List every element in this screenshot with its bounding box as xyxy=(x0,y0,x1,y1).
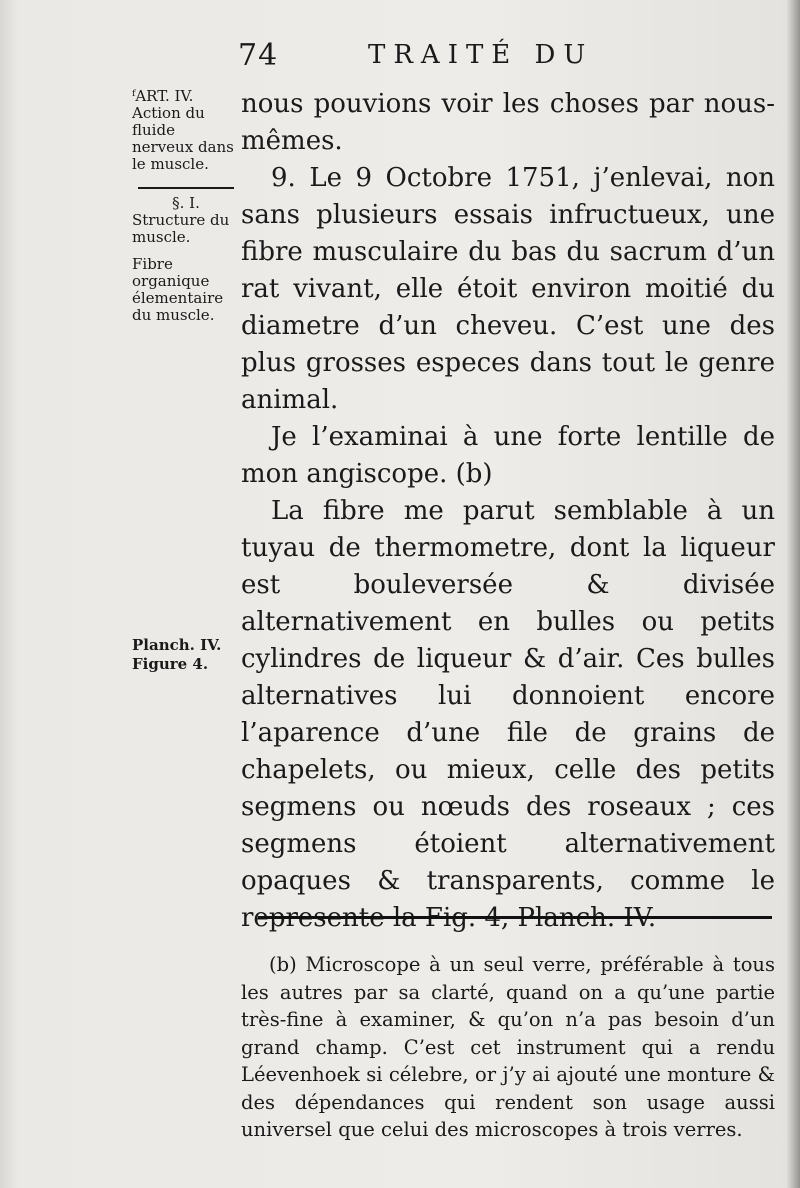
page-edge-shadow xyxy=(786,0,800,1188)
paragraph-1: nous pouvions voir les choses par nous-mêmes. xyxy=(241,89,775,156)
page-number: 74 xyxy=(238,38,279,73)
margin-note-section: §. I. xyxy=(172,194,200,212)
margin-note-fibre: Fibre organique élementaire du muscle. xyxy=(132,255,224,324)
margin-notes xyxy=(132,88,240,334)
margin-note-divider xyxy=(138,187,234,189)
page-header xyxy=(238,38,758,78)
margin-note-art-topic: Action du fluide nerveux dans le muscle. xyxy=(132,104,234,173)
margin-note-planch: Planch. IV. xyxy=(132,636,222,654)
paragraph-2: 9. Le 9 Octobre 1751, j’enlevai, non sans plusieurs essais infructueux, une fibre musculaire du bas du sacrum d’un rat vivant, elle étoit environ moitié du diametre d’un cheveu. C’est une des plus grosses especes dans tout le genre animal. xyxy=(241,163,775,415)
main-text xyxy=(241,86,775,937)
paragraph-3: Je l’examinai à une forte lentille de mon angiscope. (b) xyxy=(241,422,775,489)
footnote-rule xyxy=(258,916,772,919)
margin-note-plate-reference xyxy=(132,636,240,674)
paragraph-4: La fibre me parut semblable à un tuyau de thermometre, dont la liqueur est bouleversée & divisée alternativement en bulles ou petits cylindres de liqueur & d’air. Ces bulles alternatives lui donnoient encore l’aparence d’une file de grains de chapelets, ou mieux, celle des petits segmens ou nœuds des roseaux ; ces segmens étoient alternativement opaques & transparents, comme le represente la Fig. 4, Planch. IV. xyxy=(241,496,775,933)
margin-note-figure: Figure 4. xyxy=(132,655,209,673)
margin-note-art-label: ᶠART. IV. xyxy=(132,87,194,105)
footnote-text: (b) Microscope à un seul verre, préférable à tous les autres par sa clarté, quand on a qu’une partie très-fine à examiner, & qu’on n’a pas besoin d’un grand champ. C’est cet instrument qui a rendu Léevenhoek si célebre, or j’y ai ajouté une monture & des dépendances qui rendent son usage aussi universel que celui des microscopes à trois verres. xyxy=(241,953,775,1141)
margin-note-article xyxy=(132,88,240,173)
running-title: TRAITÉ DU xyxy=(368,40,594,70)
footnote xyxy=(241,951,775,1144)
margin-note-structure: Structure du muscle. xyxy=(132,211,230,246)
